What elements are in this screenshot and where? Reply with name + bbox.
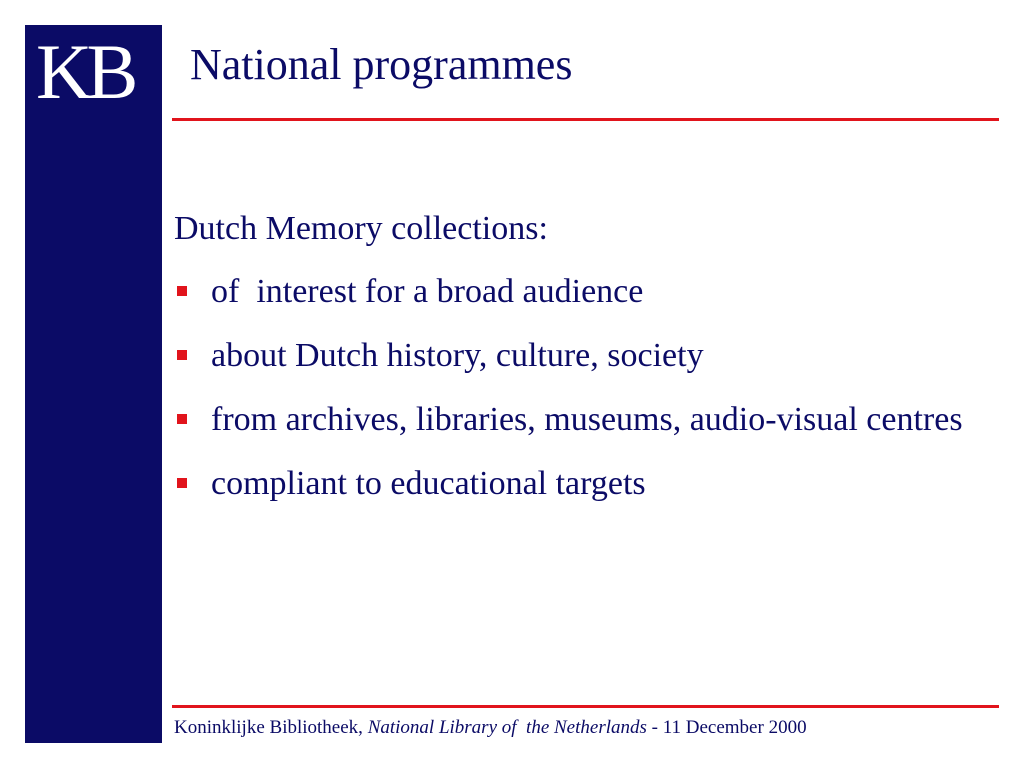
footer-org-english: National Library of the Netherlands — [367, 717, 647, 738]
bullet-square-icon — [177, 286, 187, 296]
footer-date: - 11 December 2000 — [646, 717, 807, 738]
bullet-text: from archives, libraries, museums, audio-visual centres — [211, 401, 963, 438]
bullet-item — [174, 396, 974, 444]
section-heading: Dutch Memory collections: — [174, 210, 548, 247]
bullet-item — [174, 332, 974, 380]
bullet-text: of interest for a broad audience — [211, 273, 644, 310]
bullet-list — [174, 268, 974, 508]
title-divider — [172, 118, 999, 121]
bullet-square-icon — [177, 414, 187, 424]
slide-title: National programmes — [190, 40, 573, 89]
bullet-item — [174, 268, 974, 316]
bullet-text: about Dutch history, culture, society — [211, 337, 704, 374]
kb-logo: KB — [36, 28, 133, 115]
bullet-text: compliant to educational targets — [211, 465, 646, 502]
bullet-square-icon — [177, 350, 187, 360]
footer-org: Koninklijke Bibliotheek, — [174, 717, 368, 738]
bullet-item — [174, 460, 974, 508]
slide-body — [174, 204, 974, 524]
footer-divider — [172, 705, 999, 708]
bullet-square-icon — [177, 478, 187, 488]
sidebar-band — [25, 25, 162, 743]
footer — [174, 714, 807, 742]
